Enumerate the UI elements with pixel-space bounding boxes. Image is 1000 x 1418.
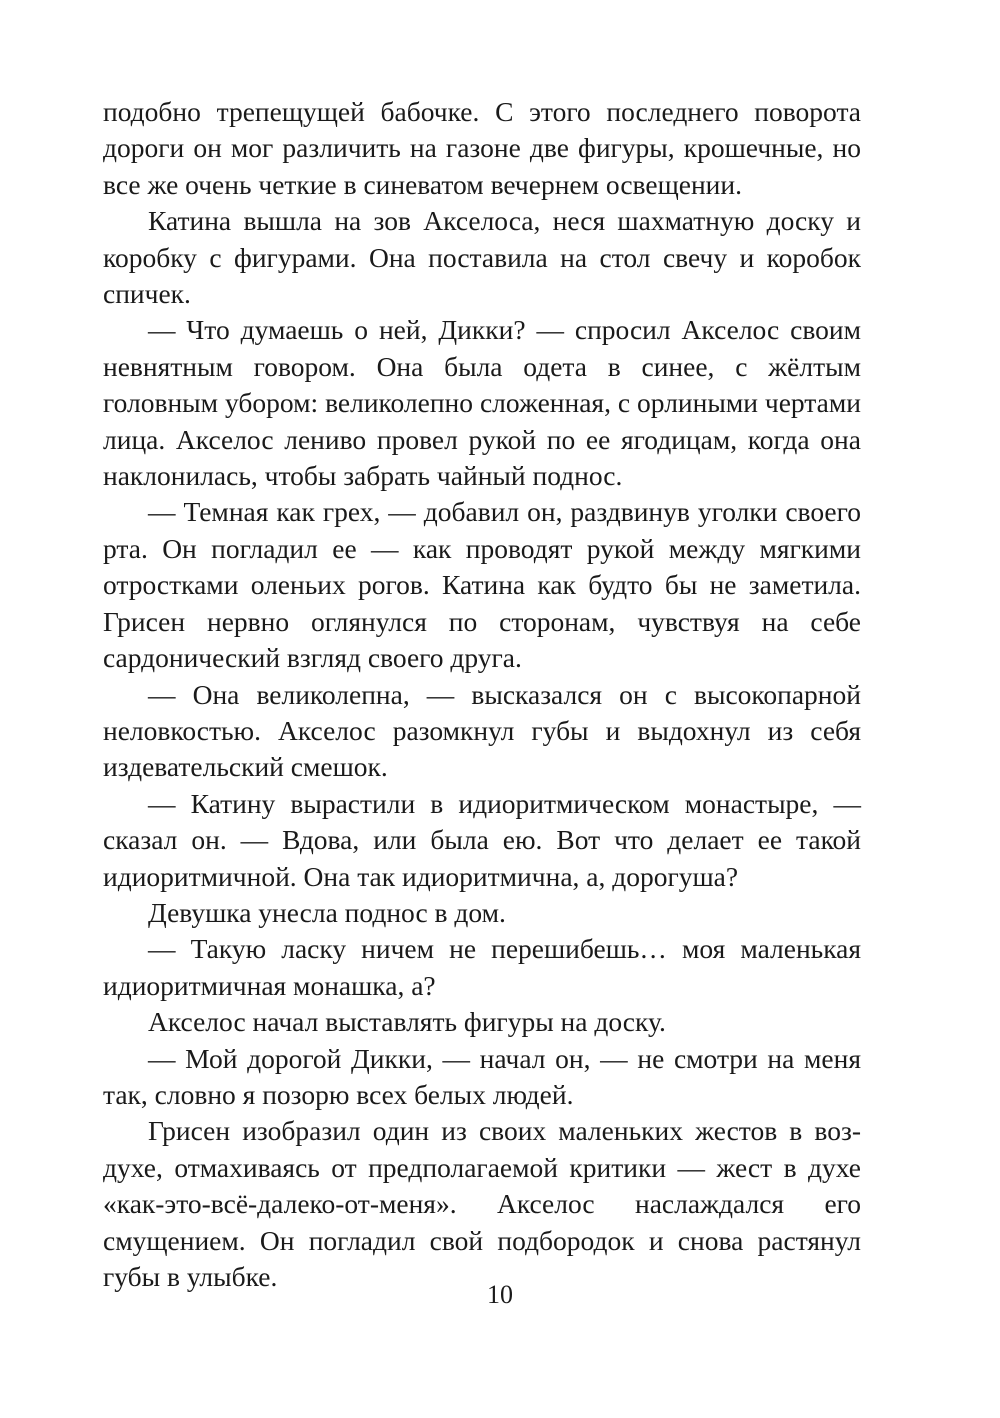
paragraph: — Темная как грех, — добавил он, раздвинув уголки своего рта. Он погладил ее — как проводят рукой между мягкими отростками оленьих рогов. Катина как будто бы не заметила. Грисен нервно оглянулся по сторонам, чувствуя на себе сардонический взгляд своего друга. — [103, 496, 861, 674]
paragraph: Акселос начал выставлять фигуры на доску. — [148, 1006, 666, 1038]
paragraph: Девушка унесла поднос в дом. — [148, 896, 506, 928]
paragraph: — Такую ласку ничем не перешибешь… моя маленькая идиоритмичная монашка, а? — [103, 933, 861, 1001]
paragraph: — Что думаешь о ней, Дикки? — спросил Акселос своим невнятным говором. Она была одета в синее, с жёлтым головным убором: великолепно сложенная, с орлиными чертами лица. Акселос лениво провел рукой по ее ягодицам, когда она наклонилась, чтобы забрать чайный поднос. — [103, 314, 861, 492]
paragraph: — Катину вырастили в идиоритмическом монастыре, — сказал он. — Вдова, или была ею. Вот что делает ее такой идиоритмичной. Она так идиоритмична, а, дорогуша? — [103, 787, 861, 892]
paragraph: — Мой дорогой Дикки, — начал он, — не смотри на меня так, словно я позорю всех белых людей. — [103, 1042, 861, 1110]
paragraph: подобно трепещущей бабочке. С этого последнего поворота дороги он мог различить на газоне две фигуры, крошечные, но все же очень четкие в синеватом вечернем освещении. — [103, 96, 861, 200]
page-number: 10 — [487, 1280, 513, 1309]
body-text — [103, 94, 861, 1295]
paragraph: Грисен изобразил один из своих маленьких жестов в воздухе, отмахиваясь от предполагаемой критики — жест в духе «как-это-всё-далеко-от-меня». Акселос наслаждался его смущением. Он погладил свой подбородок и снова растянул губы в улыбке. — [103, 1115, 861, 1292]
paragraph: — Она великолепна, — высказался он с высокопарной неловкостью. Акселос разомкнул губы и выдохнул из себя издевательский смешок. — [103, 678, 861, 783]
paragraph: Катина вышла на зов Акселоса, неся шахматную доску и коробку с фигурами. Она поставила на стол свечу и коробок спичек. — [103, 205, 861, 310]
